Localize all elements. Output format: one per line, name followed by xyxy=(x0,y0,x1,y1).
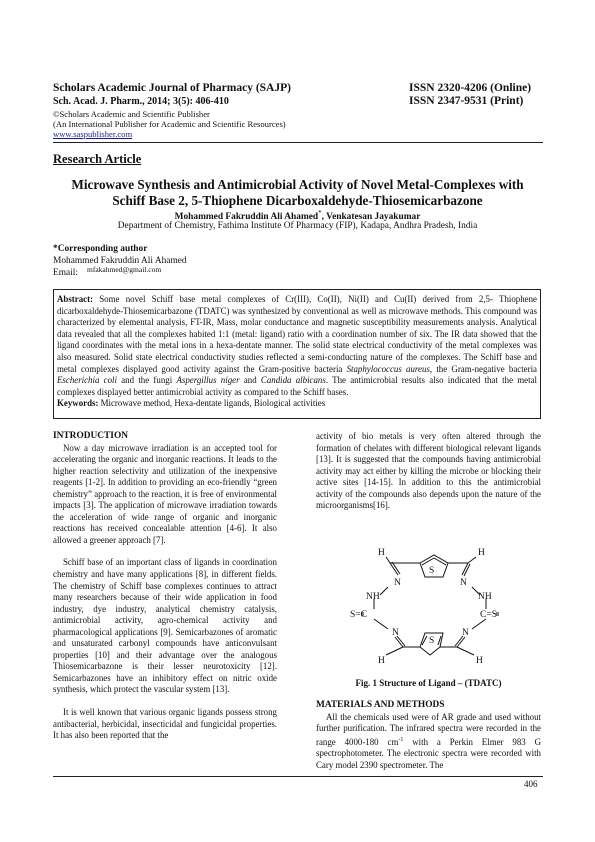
title-line-1: Microwave Synthesis and Antimicrobial Activity of Novel Metal-Complexes with xyxy=(71,177,524,192)
label-n-bottom-left: N xyxy=(392,628,399,638)
header-divider xyxy=(53,142,543,143)
label-s-bottom: S xyxy=(429,636,435,646)
author-1: Mohammed Fakruddin Ali Ahamed xyxy=(174,212,319,223)
abstract-text-3: and the fungi xyxy=(116,375,177,386)
intro-heading: INTRODUCTION xyxy=(53,431,129,441)
email-label: Email: xyxy=(53,268,78,278)
label-nh-left: NH xyxy=(366,592,380,602)
article-title xyxy=(40,177,555,209)
label-h-bottom-right: H xyxy=(476,656,483,666)
article-type: Research Article xyxy=(53,152,142,166)
abstract-text-4: and xyxy=(239,375,261,386)
abstract-text-5: . The antimicrobial results also indicated that the metal complexes displayed better antimicrobial activity as compared to the Schiff bases. xyxy=(57,375,537,397)
label-nh-right: NH xyxy=(478,592,492,602)
methods-text-b: with a Perkin Elmer 983 G spectrophotometer. The electronic spectra were recorded with Cary model 2390 spectrometer. The xyxy=(316,736,541,770)
ligand-structure-figure xyxy=(330,535,530,668)
issn-online: ISSN 2320-4206 (Online) xyxy=(409,82,532,94)
publisher-description: (An International Publisher for Academic and Scientific Resources) xyxy=(53,119,286,129)
label-n-top-left: N xyxy=(394,578,401,588)
abstract-organism-3: Aspergillus niger xyxy=(176,375,240,386)
journal-name: Scholars Academic Journal of Pharmacy (SAJP) xyxy=(53,82,291,94)
abstract-text-1: Some novel Schiff base metal complexes of Cr(III), Co(II), Ni(II) and Cu(II) derived from 2,5- Thiophene dicarboxaldehyde-Thiosemicarbazone (TDATC) was synthesized by conventional as well as microwave methods. This compound was characterized by elemental analysis, FT-IR, Mass, molar conductance and magnetic susceptibility measurements analysis. Analytical data revealed that all the complexes habited 1:1 (metal: ligand) ratio with a coordination number of six. The IR data showed that the ligand coordinates with the metal ions in a hexa-dentate manner. The solid state electrical conductivity of the metal complexes was also measured. Solid state electrical conductivity studies reflected a semi-conducting nature of the complexes. The Schiff base and metal complexes displayed good activity against the Gram-positive bacteria xyxy=(57,294,537,374)
abstract-box xyxy=(53,289,541,419)
label-c-eq-s: C=S xyxy=(480,610,497,620)
label-n-bottom-right: N xyxy=(462,628,469,638)
author-2: , Venkatesan Jayakumar xyxy=(321,212,421,223)
footer-divider xyxy=(53,776,543,777)
affiliation: Department of Chemistry, Fathima Institute Of Pharmacy (FIP), Kadapa, Andhra Pradesh, India xyxy=(117,221,478,231)
corresponding-heading: *Corresponding author xyxy=(53,244,148,254)
methods-heading: MATERIALS AND METHODS xyxy=(316,700,445,710)
abstract-text-2: , the Gram-negative bacteria xyxy=(429,363,537,374)
abstract-organism-1: Staphylococcus aureus xyxy=(346,363,430,374)
intro-paragraph-1: Now a day microwave irradiation is an accepted tool for accelerating the organic and inorganic reactions. It leads to the higher reaction selectivity and utilization of the inexpensive reagents [1-2]. In addition to providing an eco-friendly “green chemistry” approach to the reaction, it is free of environmental impacts [3]. The application of microwave irradiation towards the acceleration of wide range of organic and inorganic reactions has received concealable attention [4-6]. It also allowed a greener approach [7]. xyxy=(53,442,277,545)
methods-paragraph-1 xyxy=(316,712,541,772)
keywords: Microwave method, Hexa-dentate ligands, Biological activities xyxy=(98,398,326,409)
right-column-bottom xyxy=(316,700,541,771)
label-s-top: S xyxy=(429,566,435,576)
abstract-organism-4: Candida albicans xyxy=(260,375,326,386)
right-column-top xyxy=(316,431,541,512)
email-address[interactable]: mfakahmed@gmail.com xyxy=(87,265,162,274)
label-h-top-right: H xyxy=(478,548,485,558)
methods-text-a: All the chemicals used were of AR grade and used without further purification. The infrared spectra were recorded in the range 4000-180 cm xyxy=(316,711,541,747)
abstract-organism-2: Escherichia coli xyxy=(57,375,117,386)
page-number: 406 xyxy=(524,779,538,789)
methods-superscript: -1 xyxy=(398,736,404,743)
corresponding-mark: * xyxy=(318,209,322,217)
corresponding-name: Mohammed Fakruddin Ali Ahamed xyxy=(53,256,187,266)
label-h-top-left: H xyxy=(378,548,385,558)
abstract-label: Abstract: xyxy=(57,294,93,304)
label-n-top-right: N xyxy=(460,578,467,588)
copyright: ©Scholars Academic and Scientific Publisher xyxy=(53,109,210,119)
keywords-label: Keywords: xyxy=(57,398,99,409)
figure-caption: Fig. 1 Structure of Ligand – (TDATC) xyxy=(355,678,502,688)
right-paragraph-1: activity of bio metals is very often altered through the formation of chelates with different biological relevant ligands [13]. It is suggested that the compounds having antimicrobial activity may act either by killing the microbe or blocking their active sites [14-15]. In addition to this the antimicrobial activity of the compounds also depends upon the nature of the microorganisms[16]. xyxy=(316,431,541,511)
issn-print: ISSN 2347-9531 (Print) xyxy=(409,95,524,107)
left-column xyxy=(53,431,277,742)
website-link[interactable]: www.saspublisher.com xyxy=(53,129,133,139)
title-line-2: Schiff Base 2, 5-Thiophene Dicarboxaldehyde-Thiosemicarbazone xyxy=(112,193,483,208)
label-s-eq-c: S=C xyxy=(350,610,367,620)
label-h-bottom-left: H xyxy=(378,656,385,666)
intro-paragraph-3: It is well known that various organic ligands possess strong antibacterial, herbicidal, insecticidal and fungicidal properties. It has also been reported that the xyxy=(53,707,277,741)
intro-paragraph-2: Schiff base of an important class of ligands in coordination chemistry and have many applications [8], in different fields. The chemistry of Schiff base complexes continues to attract many researchers because of their wide application in food industry, dye industry, analytical chemistry catalysis, antimicrobial activity, agro-chemical activity and pharmacological applications [9]. Semicarbazones of aromatic and unsaturated carbonyl compounds have anticonvulsant properties [10] and their advantage over the analogous Thiosemicarbazone is their lesser neurotoxicity [12]. Semicarbazones have an inhibitory effect on nitric oxide synthesis, which protect the vascular system [13]. xyxy=(53,557,277,695)
citation: Sch. Acad. J. Pharm., 2014; 3(5): 406-410 xyxy=(53,96,229,107)
